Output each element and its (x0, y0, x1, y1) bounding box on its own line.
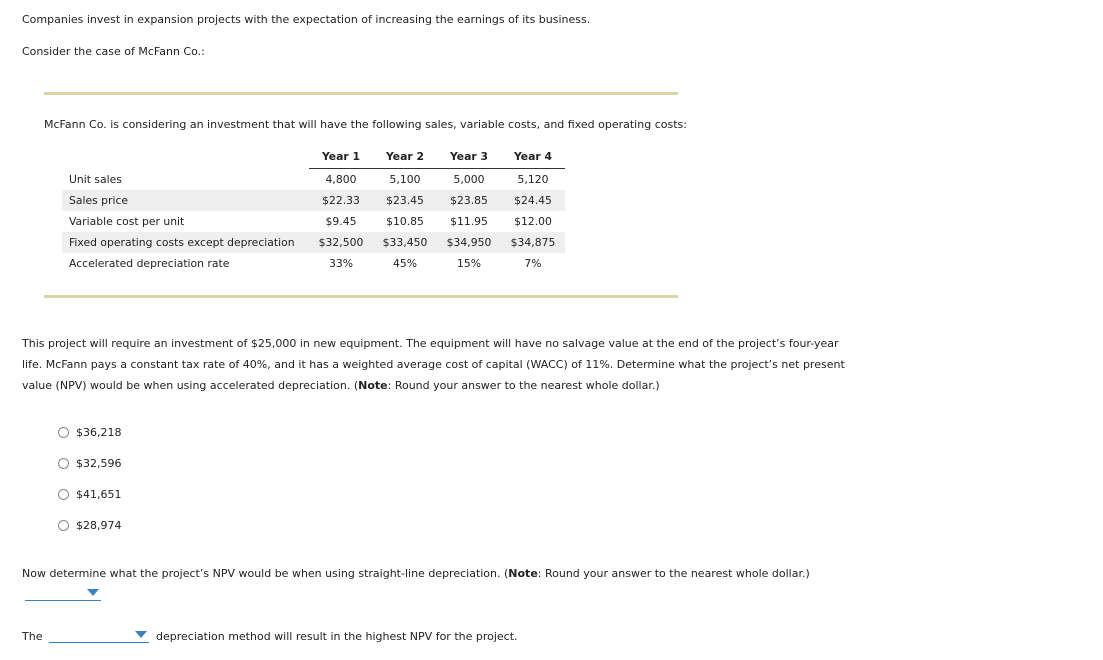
row-label: Variable cost per unit (69, 215, 185, 228)
table-cell: $9.45 (325, 215, 357, 228)
case-intro-text: Consider the case of McFann Co.: (22, 45, 205, 58)
final-suffix: depreciation method will result in the highest NPV for the project. (156, 630, 518, 643)
answer-option-2[interactable] (58, 456, 122, 470)
answer-option-4[interactable] (58, 518, 122, 532)
table-cell: 4,800 (325, 173, 357, 186)
header-year-1: Year 1 (309, 148, 373, 169)
table-cell: $32,500 (309, 232, 373, 253)
table-cell: 5,120 (517, 173, 549, 186)
table-cell: 33% (329, 257, 353, 270)
table-row (62, 253, 565, 274)
table-cell: $10.85 (386, 215, 424, 228)
table-cell: $33,450 (373, 232, 437, 253)
option-label: $36,218 (76, 425, 122, 439)
case-description: McFann Co. is considering an investment that will have the following sales, variable costs, and fixed operating costs: (44, 118, 687, 131)
table-cell: $34,950 (437, 232, 501, 253)
radio-button[interactable] (58, 520, 69, 531)
intro-text: Companies invest in expansion projects with the expectation of increasing the earnings of its business. (22, 13, 591, 26)
option-label: $28,974 (76, 518, 122, 532)
answer-option-3[interactable] (58, 487, 122, 501)
table-cell: 45% (393, 257, 417, 270)
option-label: $41,651 (76, 487, 122, 501)
chevron-down-icon (135, 631, 147, 638)
row-label: Unit sales (69, 172, 122, 186)
table-row (62, 190, 565, 211)
table-cell: $23.85 (437, 190, 501, 211)
header-year-3: Year 3 (437, 148, 501, 169)
table-cell: $34,875 (501, 232, 565, 253)
final-prefix: The (22, 630, 43, 643)
question-2: Now determine what the project’s NPV would be when using straight-line depreciation. (Note: Round your answer to the nearest whole dollar.) (22, 567, 810, 580)
bottom-rule (44, 295, 678, 298)
answer-option-1[interactable] (58, 425, 122, 439)
depreciation-method-dropdown[interactable] (49, 628, 149, 643)
table-row (62, 211, 565, 232)
table-cell: 7% (524, 257, 542, 270)
option-label: $32,596 (76, 456, 122, 470)
table-cell: $24.45 (501, 190, 565, 211)
table-row (62, 232, 565, 253)
table-cell: 5,000 (453, 173, 485, 186)
table-cell: $12.00 (514, 215, 552, 228)
radio-button[interactable] (58, 489, 69, 500)
row-label: Fixed operating costs except depreciation (62, 232, 309, 253)
table-cell: $22.33 (309, 190, 373, 211)
table-cell: 5,100 (389, 173, 421, 186)
radio-button[interactable] (58, 427, 69, 438)
header-year-2: Year 2 (373, 148, 437, 169)
row-label: Sales price (62, 190, 309, 211)
table-row (62, 169, 565, 191)
header-year-4: Year 4 (501, 148, 565, 169)
chevron-down-icon (87, 589, 99, 596)
top-rule (44, 92, 678, 95)
radio-button[interactable] (58, 458, 69, 469)
row-label: Accelerated depreciation rate (69, 257, 230, 270)
table-cell: 15% (457, 257, 481, 270)
question-line-3: value (NPV) would be when using accelerated depreciation. (Note: Round your answer to the nearest whole dollar.) (22, 379, 660, 392)
question-line-1: This project will require an investment of $25,000 in new equipment. The equipment will have no salvage value at the end of the project’s four-year (22, 337, 839, 350)
table-cell: $11.95 (450, 215, 488, 228)
cost-table (62, 148, 565, 274)
table-cell: $23.45 (373, 190, 437, 211)
question-line-2: life. McFann pays a constant tax rate of 40%, and it has a weighted average cost of capital (WACC) of 11%. Determine what the project’s net present (22, 358, 845, 371)
npv-straight-line-dropdown[interactable] (25, 586, 101, 601)
